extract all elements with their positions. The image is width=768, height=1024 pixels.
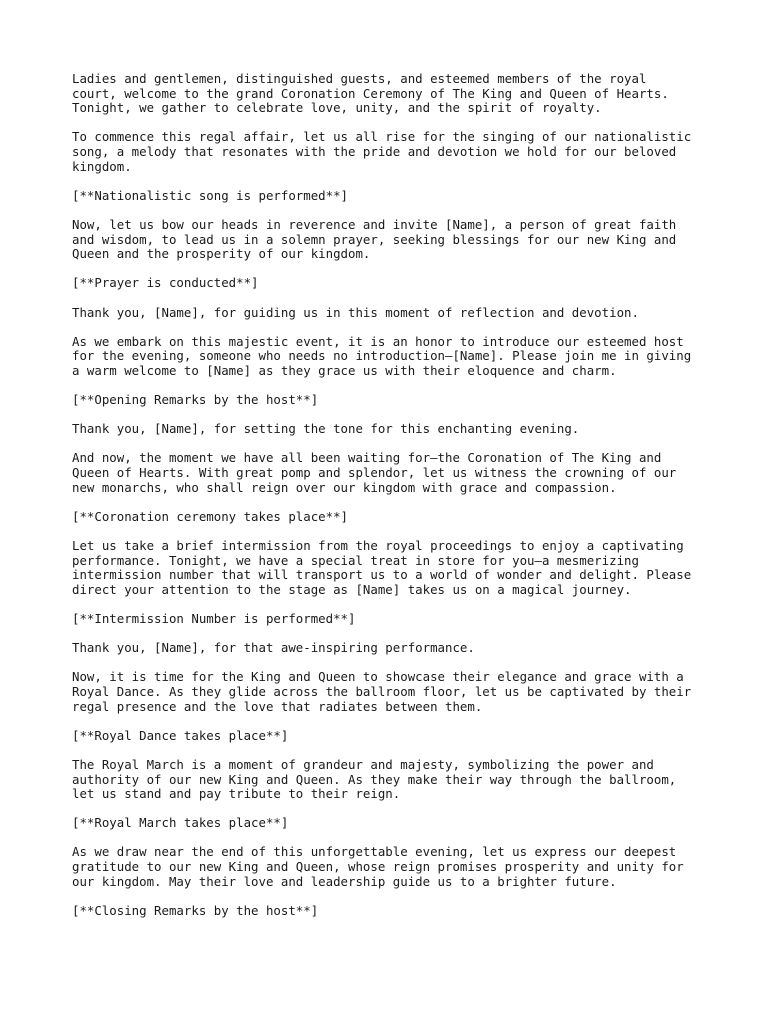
paragraph-prayer-thanks: Thank you, [Name], for guiding us in this moment of reflection and devotion. bbox=[72, 304, 639, 320]
paragraph-royal-dance-intro: Now, it is time for the King and Queen to showcase their elegance and grace with a Royal Dance. As they glide across the ballroom floor, let us be captivated by their regal presence and the love that radiates between them. bbox=[72, 669, 692, 714]
stage-direction-prayer: [**Prayer is conducted**] bbox=[72, 275, 259, 291]
paragraph-host-intro: As we embark on this majestic event, it is an honor to introduce our esteemed host for the evening, someone who needs no introduction—[Name]. Please join me in giving a warm welcome to [Name] as they grace us with their eloquence and charm. bbox=[72, 333, 692, 378]
paragraph-closing: As we draw near the end of this unforgettable evening, let us express our deepest gratitude to our new King and Queen, whose reign promises prosperity and unity for our kingdom. May their love and leadership guide us to a brighter future. bbox=[72, 844, 684, 889]
stage-direction-anthem: [**Nationalistic song is performed**] bbox=[72, 187, 349, 203]
paragraph-royal-march-intro: The Royal March is a moment of grandeur and majesty, symbolizing the power and authority of our new King and Queen. As they make their way through the ballroom, let us stand and pay tribute to their reign. bbox=[72, 756, 677, 802]
paragraph-coronation-intro: And now, the moment we have all been waiting for—the Coronation of The King and Queen of Hearts. With great pomp and splendor, let us witness the crowning of our new monarchs, who shall reign over our kingdom with grace and compassion. bbox=[72, 450, 677, 495]
paragraph-anthem-intro: To commence this regal affair, let us all rise for the singing of our nationalistic song, a melody that resonates with the pride and devotion we hold for our beloved kingdom. bbox=[72, 129, 692, 174]
paragraph-host-thanks: Thank you, [Name], for setting the tone for this enchanting evening. bbox=[72, 421, 580, 437]
stage-direction-closing-remarks: [**Closing Remarks by the host**] bbox=[72, 902, 319, 918]
paragraph-performance-thanks: Thank you, [Name], for that awe-inspiring performance. bbox=[72, 640, 475, 656]
stage-direction-intermission: [**Intermission Number is performed**] bbox=[72, 610, 356, 626]
paragraph-prayer-intro: Now, let us bow our heads in reverence and invite [Name], a person of great faith and wisdom, to lead us in a solemn prayer, seeking blessings for our new King and Queen and the prosperity of our kingdom. bbox=[72, 216, 677, 262]
stage-direction-royal-dance: [**Royal Dance takes place**] bbox=[72, 727, 289, 743]
stage-direction-opening-remarks: [**Opening Remarks by the host**] bbox=[72, 392, 319, 408]
paragraph-intermission-intro: Let us take a brief intermission from the royal proceedings to enjoy a captivating performance. Tonight, we have a special treat in store for you—a mesmerizing intermission number that will transport us to a world of wonder and delight. Please direct your attention to the stage as [Name] takes us on a magical journey. bbox=[72, 538, 692, 597]
stage-direction-royal-march: [**Royal March takes place**] bbox=[72, 815, 289, 831]
stage-direction-coronation: [**Coronation ceremony takes place**] bbox=[72, 508, 349, 524]
paragraph-welcome: Ladies and gentlemen, distinguished guests, and esteemed members of the royal court, welcome to the grand Coronation Ceremony of The King and Queen of Hearts. Tonight, we gather to celebrate love, unity, and the spirit of royalty. bbox=[72, 71, 669, 116]
